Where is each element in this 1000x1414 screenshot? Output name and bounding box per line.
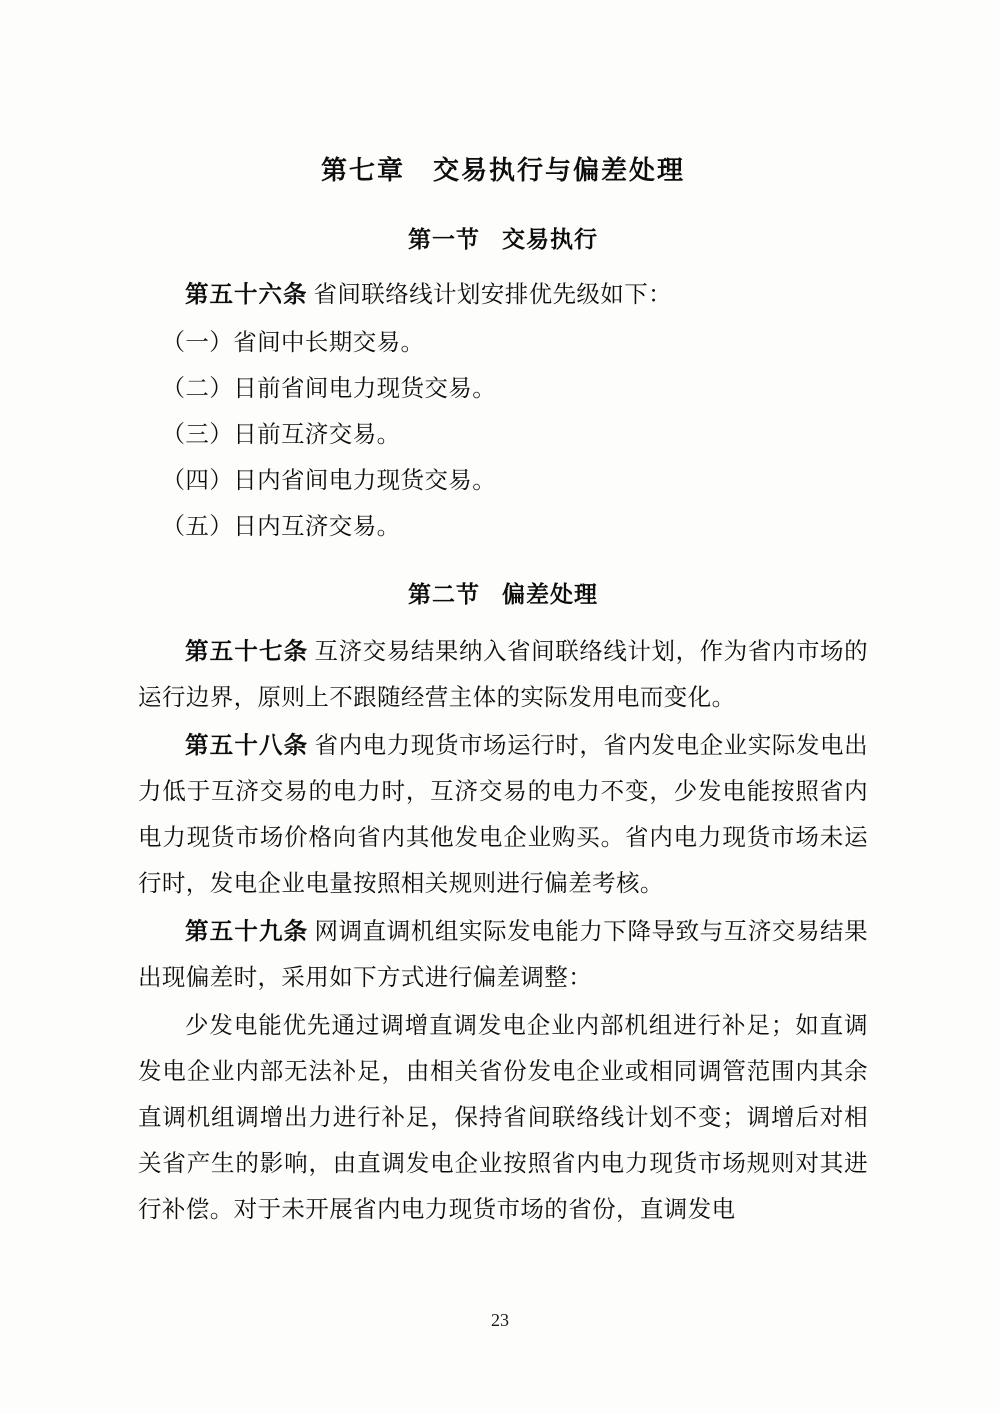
article-56-label: 第五十六条: [185, 282, 308, 308]
section-1-title: 交易执行: [502, 227, 598, 252]
section-1-prefix: 第一节: [408, 227, 480, 252]
chapter-heading-title: 交易执行与偏差处理: [433, 155, 686, 185]
article-56-text: 省间联络线计划安排优先级如下：: [313, 282, 672, 308]
article-59: [138, 909, 868, 1001]
article-56: [138, 272, 868, 318]
list-item-4: （四）日内省间电力现货交易。: [161, 468, 497, 494]
list-item-3: （三）日前互济交易。: [161, 422, 401, 448]
article-59-text: 网调直调机组实际发电能力下降导致与互济交易结果出现偏差时，采用如下方式进行偏差调整：: [138, 919, 868, 991]
article-58-text: 省内电力现货市场运行时，省内发电企业实际发电出力低于互济交易的电力时，互济交易的电力不变，少发电能按照省内电力现货市场价格向省内其他发电企业购买。省内电力现货市场未运行时，发电企业电量按照相关规则进行偏差考核。: [138, 733, 868, 897]
section-2-title: 偏差处理: [502, 582, 598, 607]
list-item-1: （一）省间中长期交易。: [161, 330, 425, 356]
chapter-heading-prefix: 第七章: [320, 155, 405, 185]
page-content: [138, 150, 868, 1235]
chapter-heading: [138, 150, 868, 187]
list-item-2: （二）日前省间电力现货交易。: [161, 376, 497, 402]
article-57-label: 第五十七条: [185, 639, 309, 665]
section-heading-1: [138, 221, 868, 254]
article-59-body: 少发电能优先通过调增直调发电企业内部机组进行补足；如直调发电企业内部无法补足，由相关省份发电企业或相同调管范围内其余直调机组调增出力进行补足，保持省间联络线计划不变；调增后对相关省产生的影响，由直调发电企业按照省内电力现货市场规则对其进行补偿。对于未开展省内电力现货市场的省份，直调发电: [138, 1013, 868, 1223]
article-59-label: 第五十九条: [185, 919, 309, 945]
section-heading-2: [138, 576, 868, 609]
article-58-label: 第五十八条: [185, 733, 309, 759]
section-2-prefix: 第二节: [408, 582, 480, 607]
list-item-5: （五）日内互济交易。: [161, 514, 401, 540]
page-number: 23: [491, 1310, 509, 1330]
article-57: [138, 629, 868, 721]
article-58: [138, 723, 868, 907]
article-57-text: 互济交易结果纳入省间联络线计划，作为省内市场的运行边界，原则上不跟随经营主体的实际发用电而变化。: [138, 639, 868, 711]
